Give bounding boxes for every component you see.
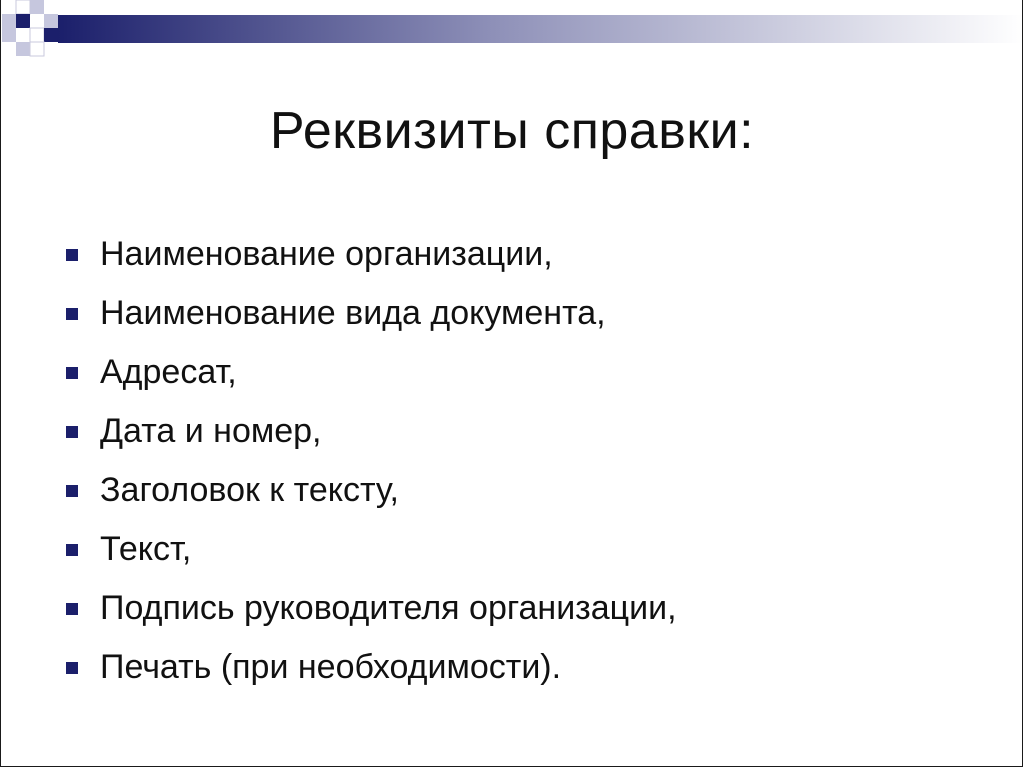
header-gradient-bar (58, 15, 1024, 43)
square-bullet-icon (66, 249, 78, 261)
bullet-text: Печать (при необходимости). (100, 648, 562, 686)
checker-squares-icon (0, 0, 80, 60)
square-bullet-icon (66, 367, 78, 379)
bullet-text: Текст, (100, 530, 192, 568)
bullet-text: Подпись руководителя организации, (100, 589, 677, 627)
list-item (66, 521, 677, 580)
list-item (66, 580, 677, 639)
square-bullet-icon (66, 485, 78, 497)
square-bullet-icon (66, 426, 78, 438)
slide-title: Реквизиты справки: (269, 102, 755, 160)
list-item (66, 462, 677, 521)
bullet-text: Дата и номер, (100, 412, 322, 450)
square-bullet-icon (66, 544, 78, 556)
square-bullet-icon (66, 662, 78, 674)
list-item (66, 403, 677, 462)
list-item (66, 226, 677, 285)
square-bullet-icon (66, 308, 78, 320)
list-item (66, 344, 677, 403)
bullet-text: Заголовок к тексту, (100, 471, 399, 509)
bullet-text: Наименование организации, (100, 235, 553, 273)
bullet-text: Наименование вида документа, (100, 294, 606, 332)
header-decoration (0, 0, 1024, 60)
square-bullet-icon (66, 603, 78, 615)
list-item (66, 285, 677, 344)
bullet-text: Адресат, (100, 353, 237, 391)
bullet-list (66, 226, 677, 698)
list-item (66, 639, 677, 698)
